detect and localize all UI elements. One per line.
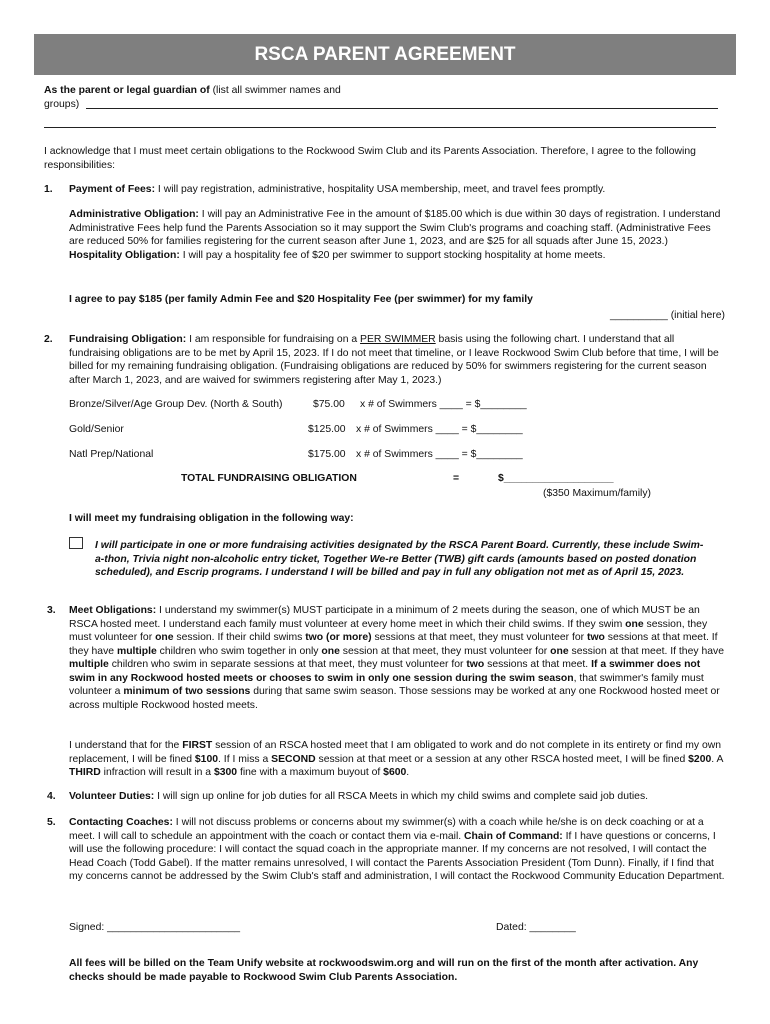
item3-fines-segment: THIRD bbox=[69, 767, 101, 778]
item3-fines-segment: . bbox=[406, 767, 410, 778]
fundraising-way-label: I will meet my fundraising obligation in the following way: bbox=[69, 513, 354, 524]
item3-text-segment: minimum of two sessions bbox=[123, 686, 251, 697]
item4-text: I will sign up online for job duties for all RSCA Meets in which my child swims and complete said job duties. bbox=[154, 791, 649, 802]
item3-text-segment: sessions at that meet. If they have bbox=[69, 632, 718, 657]
item3-text-segment: session, they must volunteer for bbox=[69, 618, 708, 643]
item5-text-a: I will not discuss problems or concerns about my swimmer(s) with a coach while he/she is on deck coaching or at a meet. I will call to schedule an appointment with the coach or contact them via e-mail. bbox=[69, 817, 704, 842]
item3-text-segment: during that same swim season. Those sessions may be worked at any one Rockwood hosted meet or across multiple Rockwood hosted meets. bbox=[69, 686, 720, 711]
item1-heading: Payment of Fees: bbox=[69, 184, 156, 195]
item3-text-segment: one bbox=[321, 645, 340, 657]
fund-calc-gold[interactable]: x # of Swimmers ____ = $________ bbox=[356, 424, 523, 435]
item3-paragraph-1 bbox=[69, 605, 724, 711]
item3-text-segment: one bbox=[155, 632, 174, 643]
guardian-label-rest: (list all swimmer names and bbox=[209, 85, 341, 96]
item3-text-segment: session. If their child swims bbox=[173, 632, 306, 643]
total-fundraising-label: TOTAL FUNDRAISING OBLIGATION bbox=[181, 473, 357, 484]
fund-amount-bronze: $75.00 bbox=[313, 399, 345, 410]
item2-text-a: I am responsible for fundraising on a bbox=[186, 334, 361, 345]
fund-row-national bbox=[69, 448, 153, 462]
item3-fines-segment: . If I miss a bbox=[218, 753, 272, 765]
item3-text-segment: two (or more) bbox=[305, 632, 372, 643]
item1-text: I will pay registration, administrative, hospitality USA membership, meet, and travel fees promptly. bbox=[155, 184, 606, 195]
administrative-obligation bbox=[69, 208, 724, 262]
fundraising-option-body: I will participate in one or more fundraising activities designated by the RSCA Parent Board. Currently, these include Swim-a-thon, Trivia night non-alcoholic entry ticket, Together We-re Better (TWB) gift cards (amounts based on posted donation scheduled), and Escrip programs. I understand I will be billed and pay in full any obligation not met as of April 15, 2023. bbox=[95, 540, 704, 578]
item3-fines-segment: . A bbox=[711, 753, 723, 765]
item3-heading: Meet Obligations: bbox=[69, 605, 157, 616]
billing-footer: All fees will be billed on the Team Unify website at rockwoodswim.org and will run on the first of the month after activation. Any checks should be made payable to Rockwood Swim Club Parents Association. bbox=[69, 958, 699, 983]
item3-text-segment: , that swimmer's family must volunteer a bbox=[69, 672, 704, 697]
meet-fines-paragraph bbox=[69, 739, 725, 780]
item3-fines-segment: session of an RSCA hosted meet that I am obligated to work and do not complete in its entirety or find my own replacement, I will be fined bbox=[69, 740, 722, 765]
meet-obligations bbox=[69, 604, 725, 712]
item2-heading: Fundraising Obligation: bbox=[69, 334, 187, 345]
initial-here-field[interactable]: __________ (initial here) bbox=[610, 310, 725, 321]
guardian-names-line-1[interactable] bbox=[86, 108, 718, 109]
guardian-label bbox=[44, 84, 734, 98]
item3-fines-segment: $100 bbox=[194, 753, 219, 765]
item4-heading: Volunteer Duties: bbox=[69, 791, 155, 802]
item3-text-segment: sessions at that meet. bbox=[484, 659, 592, 670]
admin-text: I will pay an Administrative Fee in the amount of $185.00 which is due within 30 days of registration. I understand Administrative Fees help fund the Parents Association so it may support the Swim Club's programs and coaching staff. (Administrative Fees are reduced 50% for families registering for the current season after June 1, 2023, and are $25 for all squads after June 15, 2023.) bbox=[69, 209, 721, 247]
intro-text: I acknowledge that I must meet certain obligations to the Rockwood Swim Club and its Parents Association. Therefore, I agree to the following responsibilities: bbox=[44, 146, 696, 171]
item2-text-b: basis using the following chart. I understand that all fundraising obligations are to be met by April 15, 2023. If I do not meet that timeline, or I leave Rockwood Swim Club before that time, I will be billed for my remaining fundraising obligation. (Fundraising obligations are reduced by 50% for swimmers registering for the current season after March 1, 2023, and are waived for swimmers registering after May 1, 2023.) bbox=[69, 334, 719, 386]
fund-group: Bronze/Silver/Age Group Dev. (North & South) bbox=[69, 399, 283, 410]
signed-field[interactable]: Signed: _______________________ bbox=[69, 922, 241, 933]
fundraising-obligation bbox=[69, 333, 724, 387]
item3-fines-segment: fine with a maximum buyout of bbox=[237, 767, 384, 778]
item3-number: 3. bbox=[47, 605, 56, 616]
agree-to-pay: I agree to pay $185 (per family Admin Fee and $20 Hospitality Fee (per swimmer) for my family bbox=[69, 294, 533, 305]
item3-fines-segment: $300 bbox=[213, 767, 238, 778]
item3-fines-segment: I understand that for the bbox=[69, 740, 183, 751]
item1-number: 1. bbox=[44, 184, 53, 195]
item3-text-segment: multiple bbox=[116, 645, 157, 657]
item5-text-b: If I have questions or concerns, I will use the following procedure: I will contact the squad coach in the appropriate manner. If my concerns are not resolved, I will contact the Head Coach (Todd Gabel). If the matter remains unresolved, I will contact the Parents Association President (Tom Dunn). Finally, if I find that my concerns cannot be addressed by the Swim Club's staff and administration, I will contact the Rockwood Community Education Department. bbox=[69, 830, 725, 882]
item3-text-segment: one bbox=[550, 645, 569, 657]
item3-fines-segment: FIRST bbox=[182, 740, 213, 751]
admin-heading: Administrative Obligation: bbox=[69, 209, 199, 220]
fund-calc-bronze[interactable]: x # of Swimmers ____ = $________ bbox=[360, 399, 527, 410]
fund-row-gold bbox=[69, 423, 124, 437]
item3-paragraph-2 bbox=[69, 740, 723, 778]
item3-text-segment: session at that meet, they must volunteer for bbox=[339, 645, 551, 657]
item3-text-segment: children who swim together in only bbox=[156, 645, 322, 657]
contacting-coaches bbox=[69, 816, 727, 884]
item3-fines-segment: session at that meet or a session at any other RSCA hosted meet, I will be fined bbox=[315, 753, 689, 765]
item3-text-segment: one bbox=[625, 618, 644, 630]
dated-field[interactable]: Dated: ________ bbox=[496, 922, 576, 933]
chain-of-command: Chain of Command: bbox=[464, 830, 563, 842]
fundraising-option-text bbox=[95, 539, 705, 580]
item3-text-segment: I understand my swimmer(s) MUST participate in a minimum of 2 meets during the season, one of which MUST be an RSCA hosted meet. I understand each family must volunteer at every home meet in which their child swims. If they swim bbox=[69, 605, 700, 630]
volunteer-duties bbox=[69, 790, 729, 804]
per-swimmer-text: PER SWIMMER bbox=[360, 334, 436, 345]
guardian-label-line2: groups) bbox=[44, 99, 80, 110]
item3-text-segment: sessions at that meet, they must volunteer for bbox=[371, 632, 588, 643]
item3-text-segment: two bbox=[587, 632, 605, 643]
item1-payment-fees bbox=[69, 183, 729, 197]
item3-fines-segment: SECOND bbox=[271, 753, 316, 765]
fundraising-option-checkbox[interactable] bbox=[69, 537, 83, 549]
guardian-names-line-2[interactable] bbox=[44, 127, 716, 128]
total-equals: = bbox=[453, 473, 460, 484]
item2-number: 2. bbox=[44, 334, 53, 345]
item3-fines-segment: infraction will result in a bbox=[100, 767, 214, 778]
fund-calc-national[interactable]: x # of Swimmers ____ = $________ bbox=[356, 449, 523, 460]
fund-amount-gold: $125.00 bbox=[308, 424, 346, 435]
fund-group: Gold/Senior bbox=[69, 424, 124, 435]
item3-text-segment: multiple bbox=[69, 659, 109, 670]
item4-number: 4. bbox=[47, 791, 56, 802]
item5-heading: Contacting Coaches: bbox=[69, 817, 173, 828]
total-fundraising-field[interactable]: $___________________ bbox=[498, 473, 614, 484]
fund-row-bronze bbox=[69, 398, 282, 412]
item3-text-segment: two bbox=[466, 659, 485, 670]
guardian-label-bold: As the parent or legal guardian of bbox=[44, 85, 210, 96]
item3-text-segment: session at that meet. If they have bbox=[568, 645, 724, 657]
page-title: RSCA PARENT AGREEMENT bbox=[34, 34, 736, 75]
fund-amount-national: $175.00 bbox=[308, 449, 346, 460]
fund-group: Natl Prep/National bbox=[69, 449, 154, 460]
item3-fines-segment: $200 bbox=[688, 753, 712, 765]
item3-text-segment: children who swim in separate sessions at that meet, they must volunteer for bbox=[108, 659, 467, 670]
hospitality-heading: Hospitality Obligation: bbox=[69, 249, 180, 261]
item5-number: 5. bbox=[47, 817, 56, 828]
hospitality-text: I will pay a hospitality fee of $20 per swimmer to support stocking hospitality at home meets. bbox=[179, 249, 606, 261]
item3-text-segment: If a swimmer does not swim in any Rockwood hosted meets or chooses to swim in only one session during the swim season bbox=[69, 659, 701, 684]
total-maximum-note: ($350 Maximum/family) bbox=[543, 488, 651, 499]
item3-fines-segment: $600 bbox=[383, 767, 407, 778]
